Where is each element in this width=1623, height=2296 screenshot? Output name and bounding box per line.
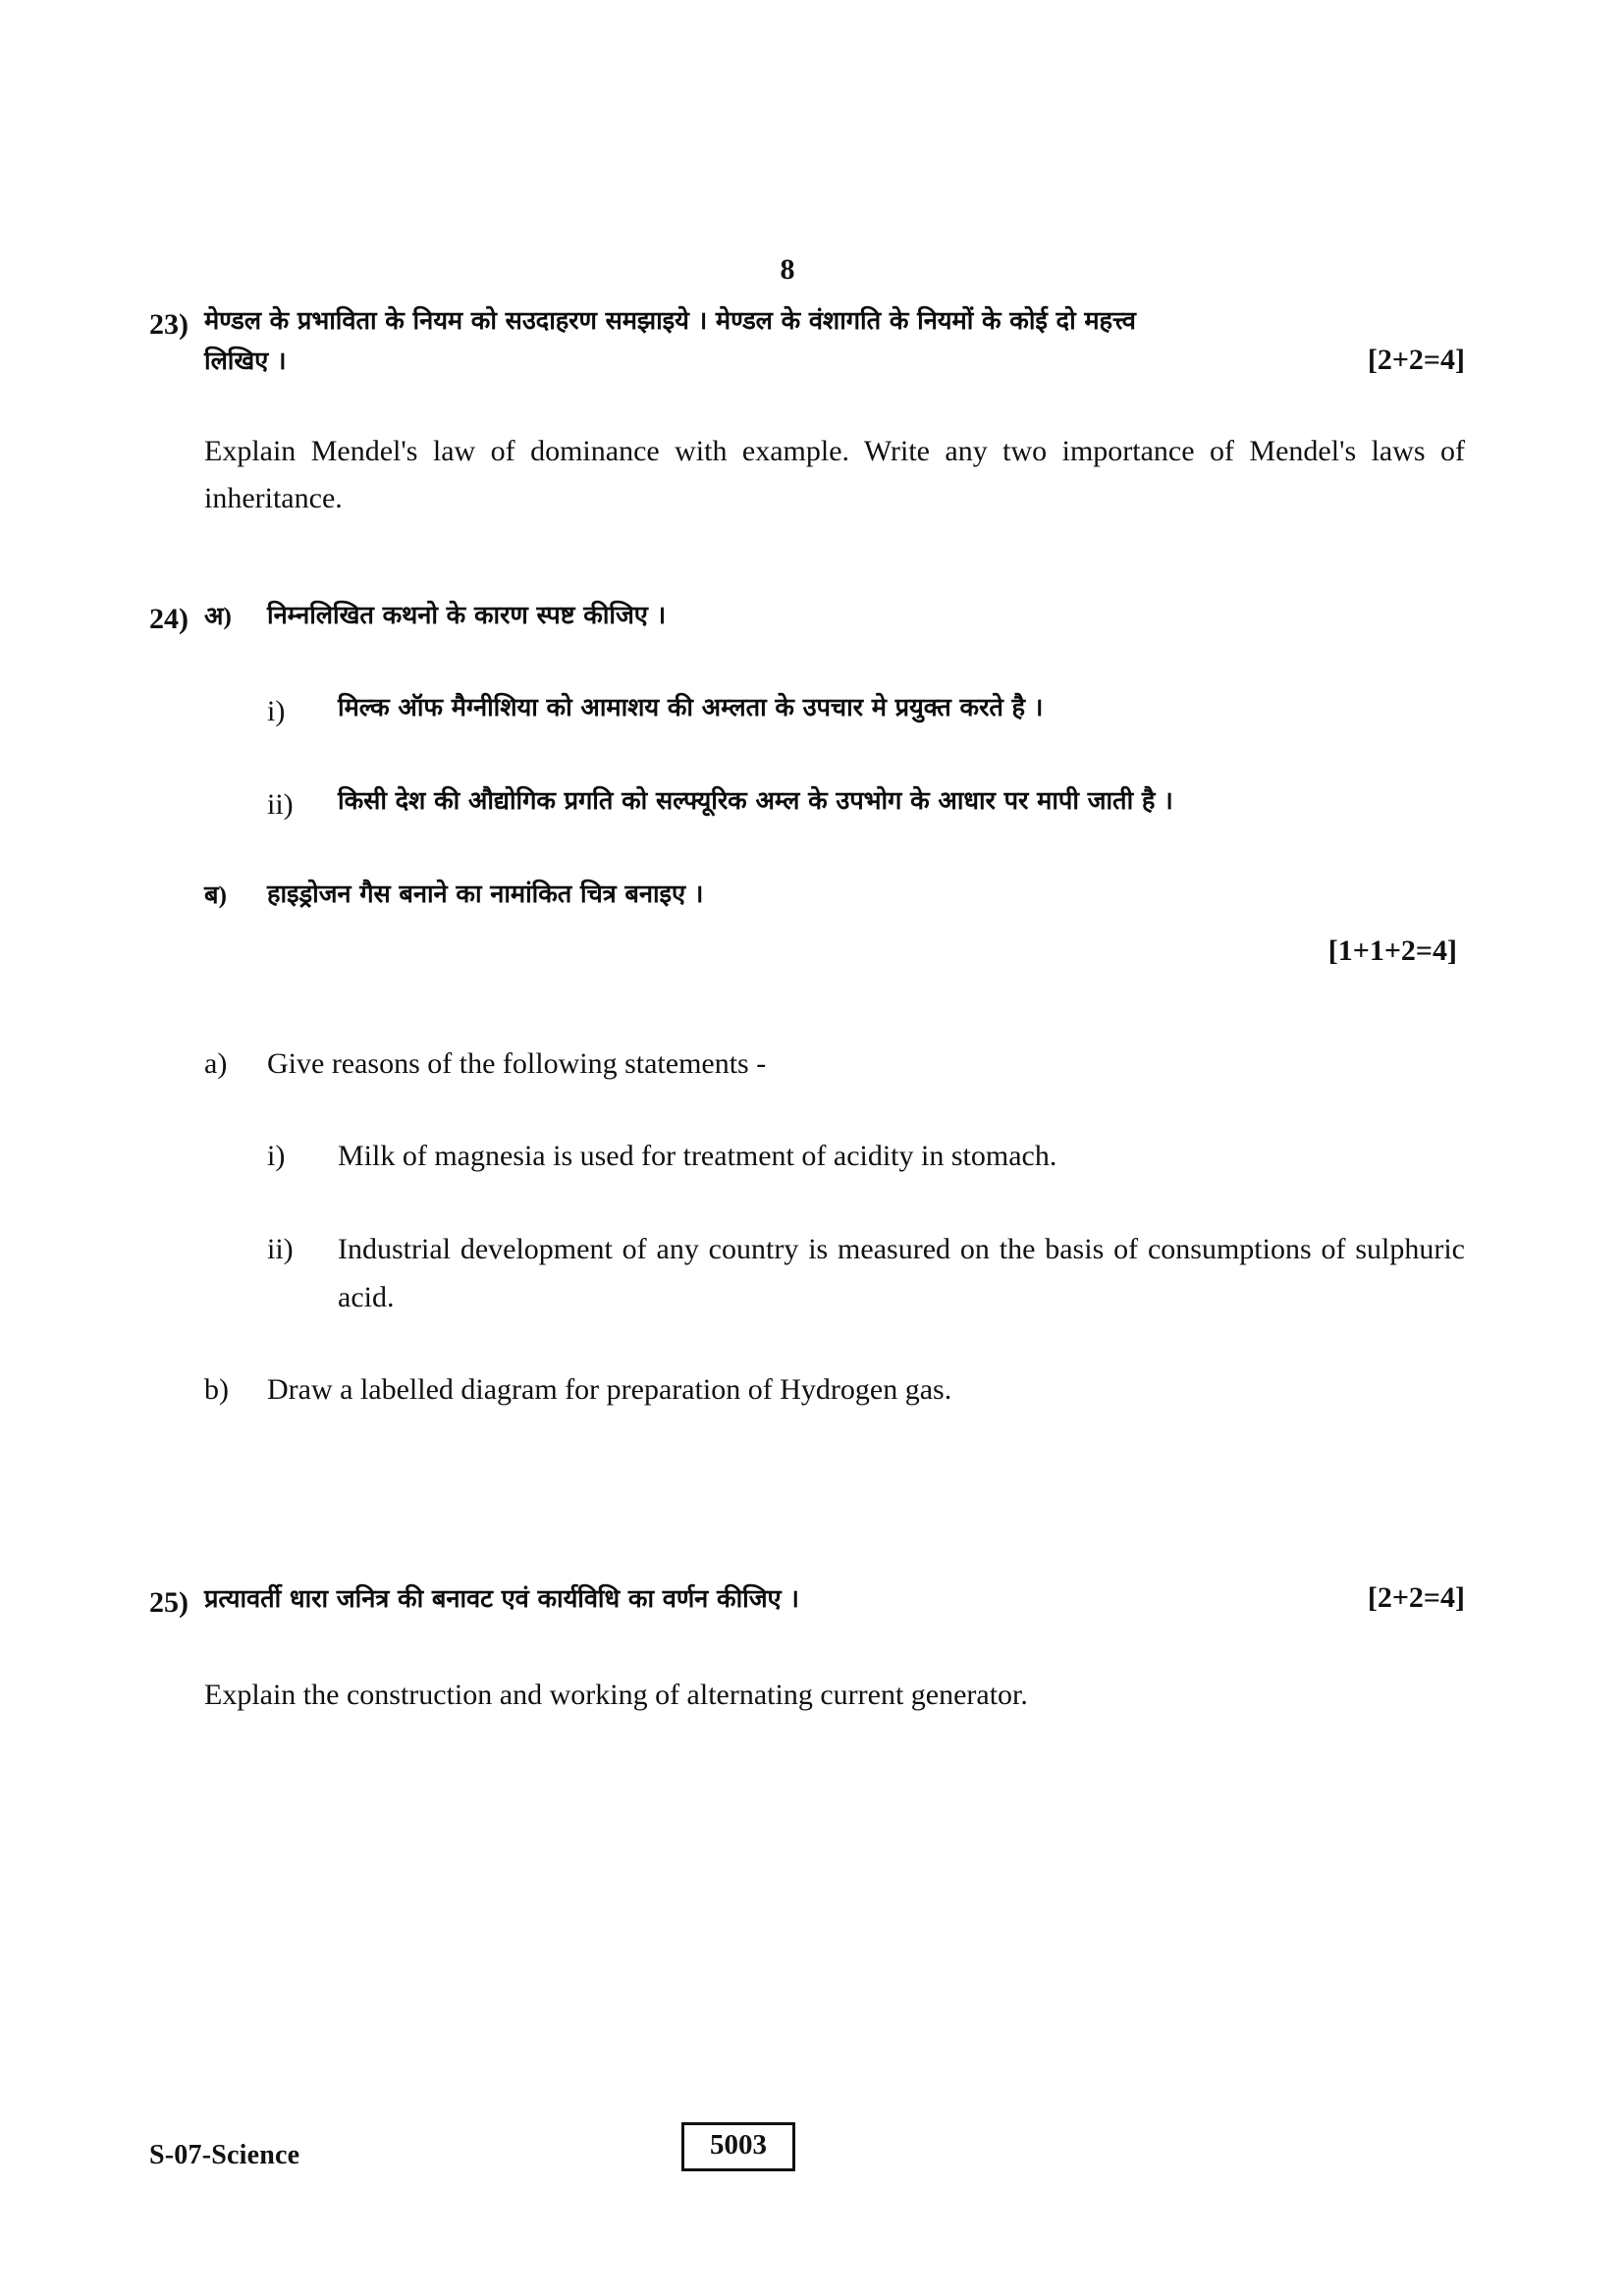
question-24-hindi-sub-i-text: मिल्क ऑफ मैग्नीशिया को आमाशय की अम्लता के उपचार मे प्रयुक्त करते है ।: [338, 693, 1044, 723]
question-24-english-sub-i-text: Milk of magnesia is used for treatment of acidity in stomach.: [338, 1140, 1057, 1173]
footer-paper-code: S-07-Science: [149, 2140, 300, 2170]
question-23-hindi-line1: मेण्डल के प्रभाविता के नियम को सउदाहरण समझाइये । मेण्डल के वंशागति के नियमों के कोई दो महत्त्व: [204, 306, 1136, 336]
question-24-english-sub-i: [267, 1133, 1465, 1181]
question-24-hindi-sub-i: [267, 688, 1465, 736]
question-24-english-sub-ii-marker: ii): [267, 1233, 294, 1266]
question-25-hindi-text: प्रत्यावर्ती धारा जनित्र की बनावट एवं कार्यविधि का वर्णन कीजिए ।: [204, 1583, 799, 1614]
question-24: [149, 596, 1465, 644]
question-24-hindi-sub-ii-marker: ii): [267, 787, 294, 821]
question-24-part-b-text: हाइड्रोजन गैस बनाने का नामांकित चित्र बनाइए ।: [267, 879, 704, 909]
question-24-part-a-text: निम्नलिखित कथनो के कारण स्पष्ट कीजिए ।: [267, 600, 667, 630]
question-23-marks: [2+2=4]: [1367, 344, 1465, 377]
spacer: [149, 1532, 1465, 1579]
question-23-hindi-line2-row: [204, 342, 1465, 382]
spacer: [149, 1088, 1465, 1133]
question-24-english-part-a-text: Give reasons of the following statements -: [267, 1046, 767, 1080]
question-25: [149, 1579, 1465, 1628]
question-25-body: [204, 1579, 1465, 1620]
question-24-english-part-a: [204, 1041, 1465, 1089]
question-24-number: 24): [149, 602, 189, 635]
page-footer: [149, 2129, 1465, 2171]
question-23-number: 23): [149, 308, 189, 341]
question-24-part-b-marker: ब): [204, 880, 227, 909]
spacer: [149, 643, 1465, 688]
question-24-marks-row: [149, 934, 1465, 968]
question-24-part-a-marker: अ): [204, 601, 232, 630]
spacer: [149, 736, 1465, 781]
question-25-number: 25): [149, 1585, 189, 1619]
question-23-body: [204, 301, 1465, 383]
spacer: [149, 915, 1465, 934]
question-24-part-b: [204, 875, 1465, 915]
question-23-hindi-line2: लिखिए ।: [204, 347, 287, 377]
question-23: [149, 301, 1465, 383]
question-25-hindi-row: [204, 1579, 1465, 1620]
footer-code-box-wrap: [81, 2122, 1396, 2171]
question-24-hindi-sub-ii-text: किसी देश की औद्योगिक प्रगति को सल्फ्यूरिक अम्ल के उपभोग के आधार पर मापी जाती है ।: [338, 785, 1173, 816]
spacer: [149, 829, 1465, 875]
question-24-english-sub-ii: [267, 1226, 1465, 1321]
question-23-english: [149, 428, 1465, 523]
question-24-english-part-b: [204, 1366, 1465, 1415]
question-25-english: [149, 1672, 1465, 1720]
spacer: [149, 1321, 1465, 1366]
question-24-english-part-a-marker: a): [204, 1046, 228, 1080]
question-23-english-text: Explain Mendel's law of dominance with example. Write any two importance of Mendel's laws of inheritance.: [204, 434, 1465, 515]
spacer: [149, 1181, 1465, 1226]
spacer: [149, 383, 1465, 428]
question-24-english-sub-i-marker: i): [267, 1140, 286, 1173]
question-24-english-part-b-text: Draw a labelled diagram for preparation of Hydrogen gas.: [267, 1373, 952, 1407]
spacer: [149, 968, 1465, 1041]
page-number: 8: [780, 253, 795, 286]
question-24-english-sub-ii-text: Industrial development of any country is measured on the basis of consumptions of sulphuric acid.: [338, 1233, 1465, 1313]
question-24-marks: [1+1+2=4]: [1327, 934, 1457, 967]
question-24-hindi-sub-ii: [267, 781, 1465, 829]
question-24-hindi-sub-i-marker: i): [267, 695, 286, 728]
spacer: [149, 1415, 1465, 1532]
spacer: [149, 1627, 1465, 1672]
question-24-english-part-b-marker: b): [204, 1373, 229, 1407]
spacer: [149, 523, 1465, 596]
question-25-english-text: Explain the construction and working of alternating current generator.: [204, 1679, 1028, 1712]
page-content: [149, 253, 1465, 1720]
footer-code-box: 5003: [681, 2122, 795, 2171]
question-25-marks: [2+2=4]: [1367, 1580, 1465, 1614]
